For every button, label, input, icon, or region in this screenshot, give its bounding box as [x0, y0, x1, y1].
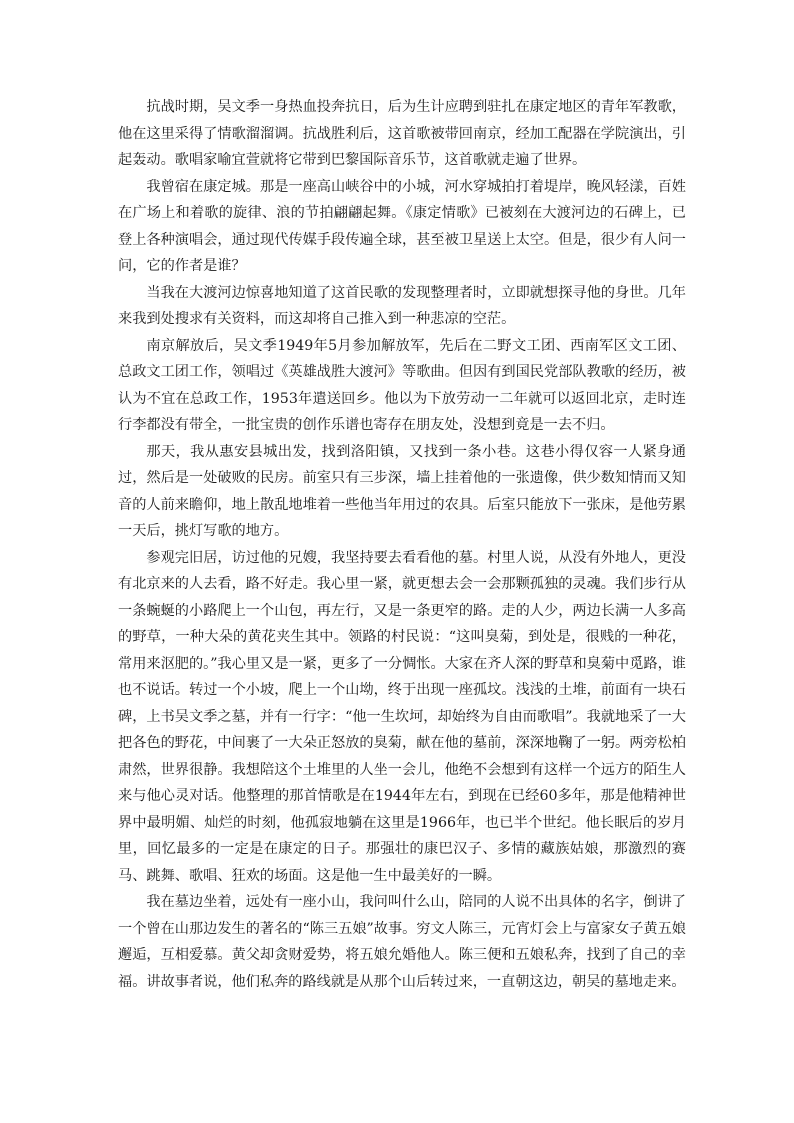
paragraph-3: 当我在大渡河边惊喜地知道了这首民歌的发现整理者时，立即就想探寻他的身世。几年来我到处搜求有关资料，而这却将自己推入到一种悲凉的空茫。	[118, 284, 686, 327]
paragraph-1: 抗战时期，吴文季一身热血投奔抗日，后为生计应聘到驻扎在康定地区的青年军教歌，他在这里采得了情歌溜溜调。抗战胜利后，这首歌被带回南京，经加工配器在学院演出，引起轰动。歌唱家喻宜萱就将它带到巴黎国际音乐节，这首歌就走遍了世界。	[118, 99, 686, 168]
paragraph-7: 我在墓边坐着，远处有一座小山，我问叫什么山，陪同的人说不出具体的名字，倒讲了一个曾在山那边发生的著名的“陈三五娘”故事。穷文人陈三，元宵灯会上与富家女子黄五娘邂逅，互相爱慕。黄父却贪财爱势，将五娘允婚他人。陈三便和五娘私奔，找到了自己的幸福。讲故事者说，他们私奔的路线就是从那个山后转过来，一直朝这边，朝吴的墓地走来。	[118, 894, 686, 990]
paragraph-4: 南京解放后，吴文季1949年5月参加解放军，先后在二野文工团、西南军区文工团、总政文工团工作，领唱过《英雄战胜大渡河》等歌曲。但因有到国民党部队教歌的经历，被认为不宜在总政工作，1953年遣送回乡。他以为下放劳动一二年就可以返回北京，走时连行李都没有带全，一批宝贵的创作乐谱也寄存在朋友处，没想到竟是一去不归。	[118, 337, 686, 433]
paragraph-6: 参观完旧居，访过他的兄嫂，我坚持要去看看他的墓。村里人说，从没有外地人，更没有北京来的人去看，路不好走。我心里一紧，就更想去会一会那颗孤独的灵魂。我们步行从一条蜿蜒的小路爬上一个山包，再左行，又是一条更窄的路。走的人少，两边长满一人多高的野草，一种大朵的黄花夹生其中。领路的村民说：“这叫臭菊，到处是，很贱的一种花，常用来沤肥的。”我心里又是一紧，更多了一分惆怅。大家在齐人深的野草和臭菊中觅路，谁也不说话。转过一个小坡，爬上一个山坳，终于出现一座孤坟。浅浅的土堆，前面有一块石碑，上书吴文季之墓，并有一行字：“他一生坎坷，却始终为自由而歌唱”。我就地采了一大把各色的野花，中间裹了一大朵正怒放的臭菊，献在他的墓前，深深地鞠了一躬。两旁松柏肃然，世界很静。我想陪这个土堆里的人坐一会儿，他绝不会想到有这样一个远方的陌生人来与他心灵对话。他整理的那首情歌是在1944年左右，到现在已经60多年，那是他精神世界中最明媚、灿烂的时刻，他孤寂地躺在这里是1966年，也已半个世纪。他长眠后的岁月里，回忆最多的一定是在康定的日子。那强壮的康巴汉子、多情的藏族姑娘，那激烈的赛马、跳舞、歌唱、狂欢的场面。这是他一生中最美好的一瞬。	[118, 549, 686, 884]
article-body	[118, 94, 686, 995]
paragraph-5: 那天，我从惠安县城出发，找到洛阳镇，又找到一条小巷。这巷小得仅容一人紧身通过，然后是一处破败的民房。前室只有三步深，墙上挂着他的一张遗像，供少数知情而又知音的人前来瞻仰，地上散乱地堆着一些他当年用过的农具。后室只能放下一张床，是他劳累一天后，挑灯写歌的地方。	[118, 443, 686, 539]
paragraph-2: 我曾宿在康定城。那是一座高山峡谷中的小城，河水穿城拍打着堤岸，晚风轻漾，百姓在广场上和着歌的旋律、浪的节拍翩翩起舞。《康定情歌》已被刻在大渡河边的石碑上，已登上各种演唱会，通过现代传媒手段传遍全球，甚至被卫星送上太空。但是，很少有人问一问，它的作者是谁？	[118, 178, 686, 274]
